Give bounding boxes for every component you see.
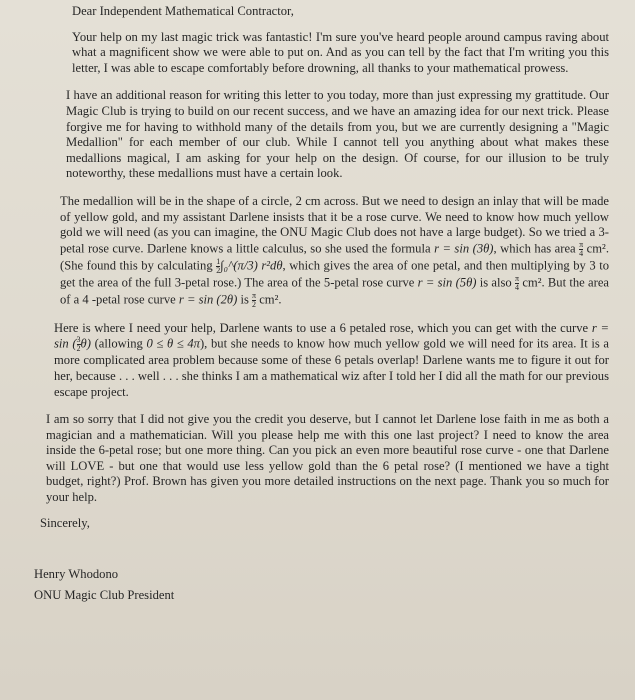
- p3-text-3: cm². (She found this by calculating: [60, 241, 609, 273]
- signature-org: ONU Magic Club President: [34, 587, 175, 602]
- signature-block: [34, 567, 609, 603]
- p3-text-5: is also: [476, 275, 515, 290]
- p4-text-3: ), but she needs to know how much yellow gold we will need for its area. It is a more complicated area problem because some of these 6 petals overlap! Darlene wants me to figure it out for her, because . . . well . . . she thinks I am a mathematical wiz after I told her I did all the math for our previous escape project.: [54, 336, 609, 399]
- p3-text-2: , which has area: [493, 241, 580, 256]
- fraction-pi-over-2: $\frac{\pi}{2}$: [252, 290, 257, 309]
- formula-3-petal: r = sin (3θ): [434, 241, 494, 256]
- paragraph-six-petal-request: [54, 321, 609, 400]
- p4-text-1: Here is where I need your help, Darlene wants to use a 6 petaled rose, which you can get with the curve: [54, 320, 592, 335]
- fraction-three-halves: $\frac{3}{2}$: [76, 335, 81, 354]
- formula-6-petal: r = sin (: [54, 320, 609, 351]
- salutation: Dear Independent Mathematical Contractor,: [72, 4, 294, 18]
- paragraph-rose-curve-areas: [60, 194, 609, 309]
- paragraph-final-request: I am so sorry that I did not give you the credit you deserve, but I cannot let Darlene lose faith in me as both a magician and a mathematician. Will you please help me with this one last project? I need to know the area inside the 6-petal rose; but one more thing. Can you pick an even more beautiful rose curve - one that Darlene will LOVE - but one that would use less yellow gold than the 6 petal rose? (I mentioned we have a tight budget, right?) Prof. Brown has given you more detailed instructions on the next page. Thank you so much for your help.: [46, 412, 609, 505]
- p3-text-4: , which gives the area of one petal, and then multiplying by 3 to get the area of the full 3-petal rose.) The area of the 5-petal rose curve: [60, 258, 609, 290]
- fraction-pi-over-4-b: $\frac{\pi}{4}$: [515, 273, 520, 292]
- closing: Sincerely,: [40, 515, 90, 530]
- paragraph-thanks: Your help on my last magic trick was fantastic! I'm sure you've heard people around campus raving about what a magnificent show we were able to put on. And as you can tell by the fact that I'm writing you this letter, I was able to escape comfortably before drowning, all thanks to your mathematical prowess.: [72, 29, 609, 75]
- p3-text-8: cm².: [256, 292, 282, 307]
- fraction-pi-over-4: $\frac{\pi}{4}$: [579, 239, 584, 258]
- p3-text-6: cm². But the area of a 4 -petal rose curve: [60, 275, 610, 307]
- formula-5-petal: r = sin (5θ): [417, 275, 477, 290]
- paragraph-medallion-request: I have an additional reason for writing this letter to you today, more than just expressing my grattitude. Our Magic Club is trying to build on our recent success, and we have an amazing idea for our next trick. Please forgive me for having to withhold many of the details from you, but we are currently designing a "Magic Medallion" for each member of our club. While I cannot tell you anything about what makes these medallions magical, I am asking for your help on the design. Of course, for our illusion to be truly noteworthy, these medallions must have a certain look.: [66, 88, 609, 181]
- theta-range: 0 ≤ θ ≤ 4π: [146, 336, 200, 351]
- p3-text-7: is: [237, 292, 253, 307]
- formula-6-petal-end: θ): [80, 336, 91, 351]
- p4-text-2: (allowing: [90, 336, 147, 351]
- integral-expression: ∫₀^(π/3) r²dθ: [220, 258, 283, 273]
- signature-name: Henry Whodono: [34, 567, 119, 582]
- fraction-one-half: $\frac{1}{2}$: [216, 256, 221, 275]
- formula-4-petal: r = sin (2θ): [178, 292, 238, 307]
- p3-text-1: The medallion will be in the shape of a circle, 2 cm across. But we need to design an inlay that will be made of yellow gold, and my assistant Darlene insists that it be a rose curve. We need to know how much yellow gold we will need (as you can imagine, the ONU Magic Club does not have a large budget). So we tried a 3-petal rose curve. Darlene knows a little calculus, so she used the formula: [60, 193, 609, 256]
